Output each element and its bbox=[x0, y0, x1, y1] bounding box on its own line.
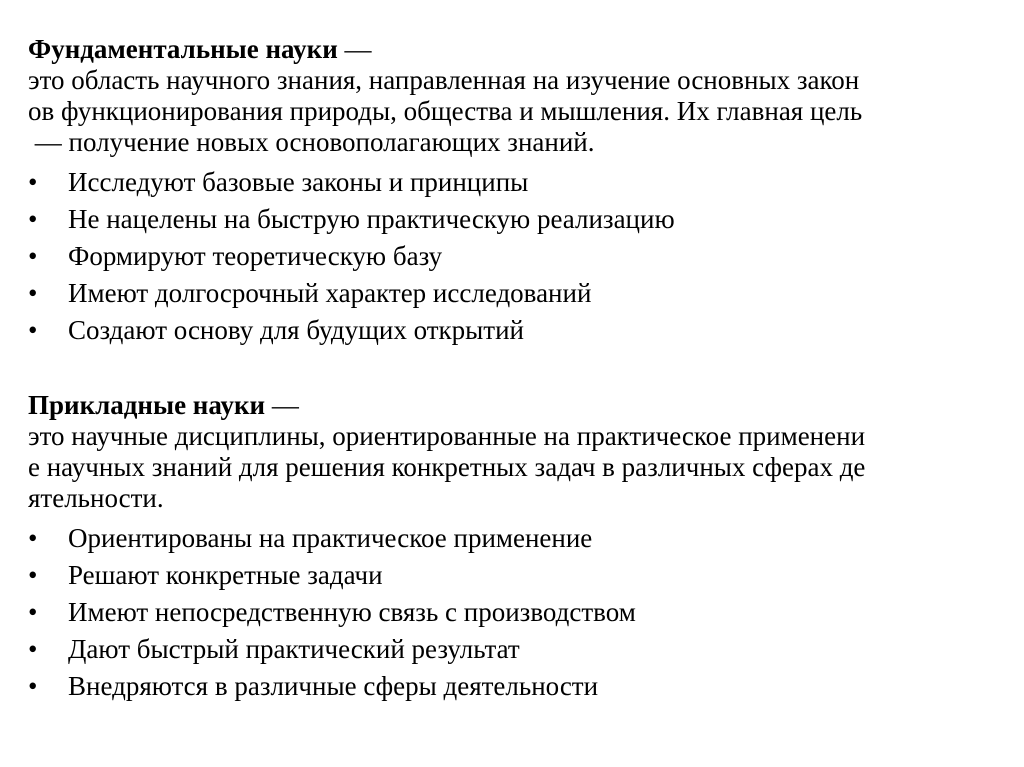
list-item-text: Ориентированы на практическое применение bbox=[68, 523, 593, 553]
applied-desc-line: это научные дисциплины, ориентированные на практическое применени bbox=[28, 421, 866, 451]
fundamental-desc-line: — получение новых основополагающих знаний. bbox=[28, 127, 595, 157]
applied-bullet-list bbox=[28, 520, 1008, 705]
applied-dash: — bbox=[265, 390, 299, 420]
fundamental-desc-line: это область научного знания, направленная на изучение основных закон bbox=[28, 65, 860, 95]
bullet-icon: • bbox=[28, 167, 38, 197]
bullet-icon: • bbox=[28, 597, 38, 627]
applied-desc-line: е научных знаний для решения конкретных задач в различных сферах де bbox=[28, 452, 866, 482]
bullet-icon: • bbox=[28, 671, 38, 701]
fundamental-bullet-list bbox=[28, 164, 1008, 349]
applied-heading bbox=[28, 390, 1008, 421]
fundamental-heading bbox=[28, 34, 1008, 65]
bullet-icon: • bbox=[28, 278, 38, 308]
list-item-text: Формируют теоретическую базу bbox=[68, 241, 443, 271]
list-item bbox=[28, 520, 1008, 557]
list-item-text: Имеют непосредственную связь с производством bbox=[68, 597, 636, 627]
list-item-text: Внедряются в различные сферы деятельности bbox=[68, 671, 599, 701]
list-item bbox=[28, 594, 1008, 631]
list-item-text: Создают основу для будущих открытий bbox=[68, 315, 524, 345]
applied-title: Прикладные науки bbox=[28, 390, 266, 420]
list-item bbox=[28, 668, 1008, 705]
fundamental-title: Фундаментальные науки bbox=[28, 34, 338, 64]
list-item-text: Имеют долгосрочный характер исследований bbox=[68, 278, 592, 308]
list-item bbox=[28, 275, 1008, 312]
list-item-text: Дают быстрый практический результат bbox=[68, 634, 520, 664]
bullet-icon: • bbox=[28, 634, 38, 664]
bullet-icon: • bbox=[28, 204, 38, 234]
list-item bbox=[28, 312, 1008, 349]
list-item-text: Решают конкретные задачи bbox=[68, 560, 383, 590]
bullet-icon: • bbox=[28, 241, 38, 271]
list-item bbox=[28, 631, 1008, 668]
fundamental-sciences-section bbox=[28, 34, 1008, 349]
bullet-icon: • bbox=[28, 523, 38, 553]
applied-desc-line: ятельности. bbox=[28, 483, 164, 513]
list-item bbox=[28, 164, 1008, 201]
list-item-text: Не нацелены на быструю практическую реализацию bbox=[68, 204, 675, 234]
list-item bbox=[28, 201, 1008, 238]
bullet-icon: • bbox=[28, 560, 38, 590]
fundamental-desc-line: ов функционирования природы, общества и мышления. Их главная цель bbox=[28, 96, 863, 126]
fundamental-dash: — bbox=[337, 34, 372, 64]
list-item bbox=[28, 238, 1008, 275]
list-item bbox=[28, 557, 1008, 594]
bullet-icon: • bbox=[28, 315, 38, 345]
list-item-text: Исследуют базовые законы и принципы bbox=[68, 167, 529, 197]
applied-sciences-section bbox=[28, 390, 1008, 705]
